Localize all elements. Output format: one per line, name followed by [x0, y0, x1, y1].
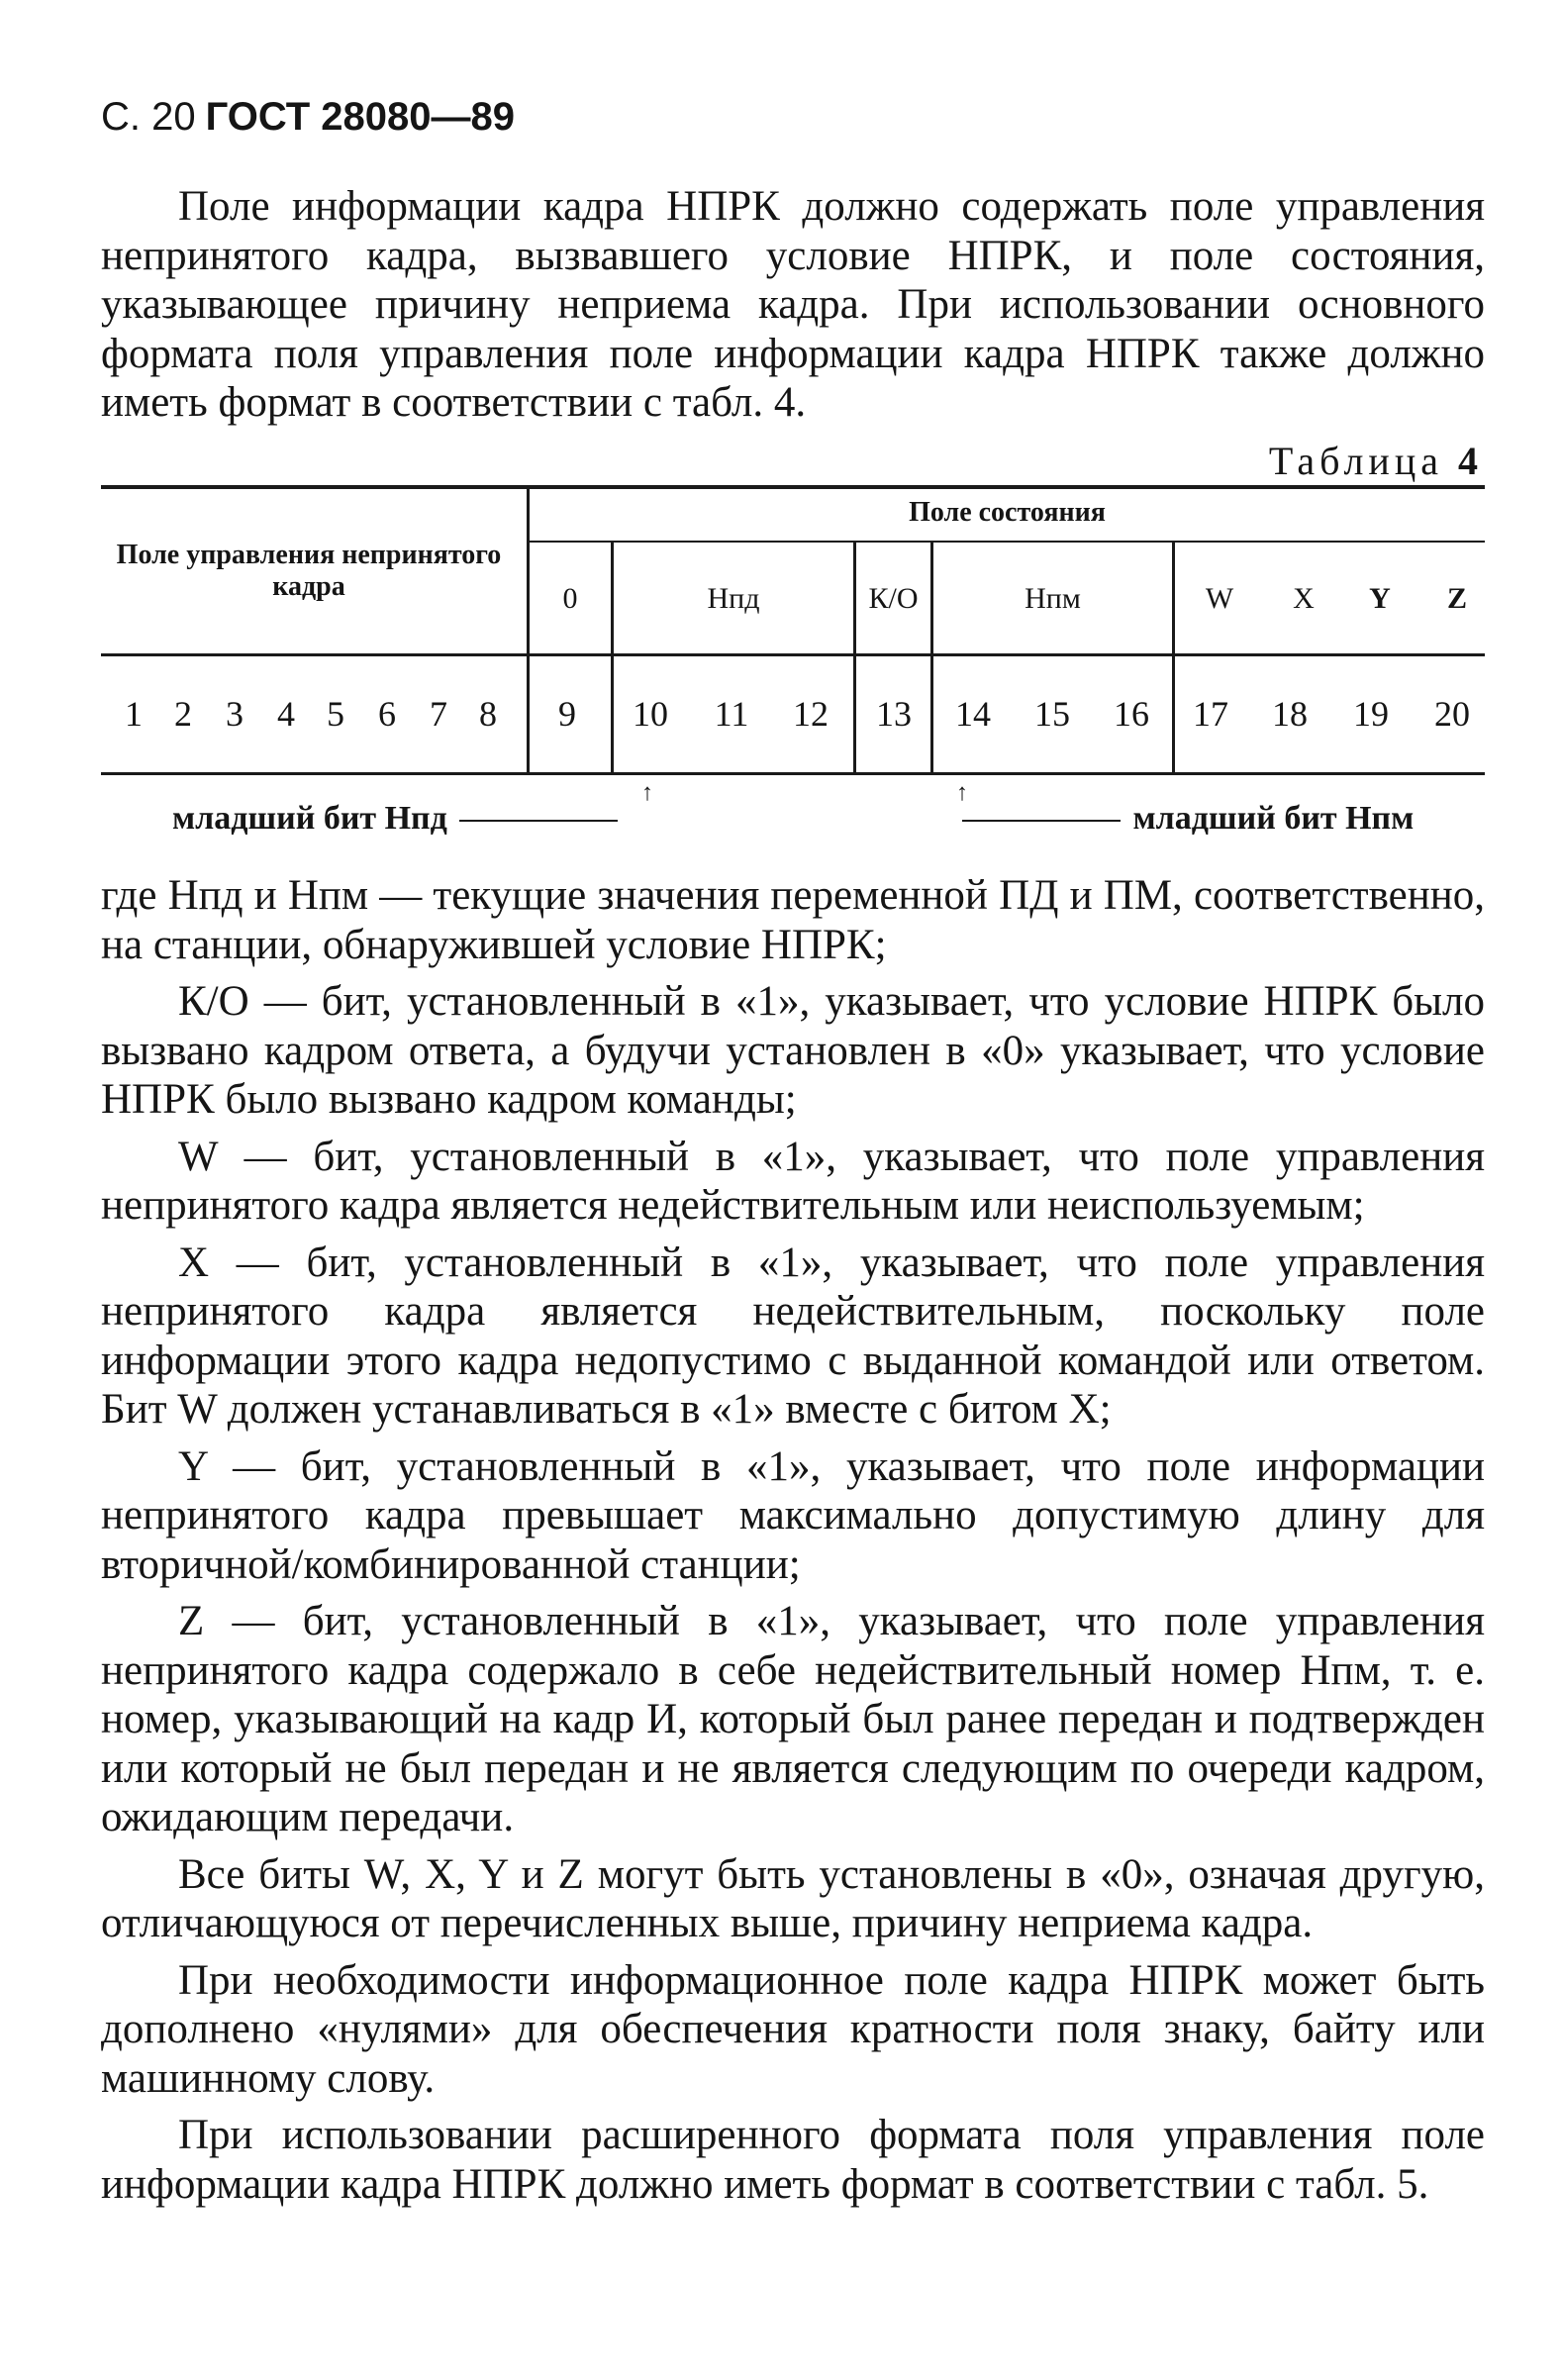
lsb-npm-text: младший бит Нпм: [1132, 800, 1415, 837]
lsb-npd-text: младший бит Нпд: [172, 800, 447, 837]
page-header: [101, 93, 515, 140]
page-number: С. 20: [101, 95, 196, 139]
header-bottom-rule: [101, 653, 1485, 656]
table-bottom-rule: [101, 772, 1485, 775]
subheader-ko: К/О: [868, 582, 919, 615]
bit-number: 9: [558, 694, 576, 734]
paragraph-zero-padding: При необходимости информационное поле кадра НПРК может быть дополнено «нулями» для обеспечения кратности поля знаку, байту или машинному слову.: [101, 1956, 1485, 2102]
paragraph-w: W — бит, установленный в «1», указывает, что поле управления непринятого кадра является недействительным или неиспользуемым;: [101, 1133, 1485, 1229]
bit-number: 2: [174, 694, 192, 734]
table-caption: [1269, 438, 1483, 484]
table-top-rule: [101, 485, 1485, 489]
bit-number: 4: [277, 694, 295, 734]
bit-number: 18: [1272, 694, 1308, 734]
subheader-x: X: [1293, 582, 1315, 615]
bit-number: 5: [327, 694, 344, 734]
bit-number: 11: [714, 694, 749, 734]
table-caption-word: Таблица: [1268, 439, 1443, 483]
document-code: ГОСТ 28080—89: [205, 95, 516, 139]
bit-number: 8: [479, 694, 497, 734]
control-field-header: Поле управления непринятого кадра: [116, 540, 502, 602]
bit-number: 3: [226, 694, 244, 734]
lsb-npd-leader: [459, 820, 618, 822]
subheader-npd: Нпд: [707, 582, 760, 615]
bit-number: 13: [876, 694, 912, 734]
bit-number: 15: [1034, 694, 1070, 734]
bit-number: 16: [1114, 694, 1149, 734]
lsb-npm-arrow: ↑: [956, 780, 968, 806]
divider-after-npd: [853, 543, 856, 775]
divider-after-ko: [930, 543, 933, 775]
subheader-w: W: [1205, 582, 1234, 615]
bit-number: 7: [430, 694, 447, 734]
lsb-npd-arrow: ↑: [641, 780, 653, 806]
lsb-npm-leader: [962, 820, 1121, 822]
body-text: [101, 871, 1485, 2217]
subheader-zero: 0: [562, 582, 578, 615]
bit-number: 14: [955, 694, 991, 734]
subheader-z: Z: [1446, 582, 1467, 615]
paragraph-extended-format: При использовании расширенного формата поля управления поле информации кадра НПРК должно иметь формат в соответствии с табл. 5.: [101, 2112, 1485, 2208]
intro-paragraph: Поле информации кадра НПРК должно содержать поле управления непринятого кадра, вызвавшего условие НПРК, и поле состояния, указывающее причину неприема кадра. При использовании основного формата поля управления поле информации кадра НПРК также должно иметь формат в соответствии с табл. 4.: [101, 183, 1485, 426]
table-caption-number: 4: [1458, 439, 1483, 483]
subheader-y: Y: [1369, 582, 1391, 615]
bit-format-table: [101, 485, 1485, 782]
paragraph-x: X — бит, установленный в «1», указывает, что поле управления непринятого кадра является недействительным, поскольку поле информации этого кадра недопустимо с выданной командой или ответом. Бит W должен устанавливаться в «1» вместе с битом X;: [101, 1239, 1485, 1433]
paragraph-all-bits-zero: Все биты W, X, Y и Z могут быть установлены в «0», означая другую, отличающуюся от перечисленных выше, причину неприема кадра.: [101, 1850, 1485, 1946]
paragraph-z: Z — бит, установленный в «1», указывает, что поле управления непринятого кадра содержало в себе недействительный номер Нпм, т. е. номер, указывающий на кадр И, который был ранее передан и подтвержден или который не был передан и не является следующим по очереди кадром, ожидающим передачи.: [101, 1598, 1485, 1840]
bit-number: 6: [378, 694, 396, 734]
state-header-rule: [527, 541, 1485, 543]
bit-number: 10: [633, 694, 668, 734]
bit-number: 19: [1353, 694, 1389, 734]
lsb-npm-label: [962, 800, 1414, 838]
bit-number: 20: [1434, 694, 1470, 734]
intro-text: [101, 182, 1485, 436]
state-field-header: Поле состояния: [909, 497, 1106, 528]
bit-number: 1: [125, 694, 143, 734]
bit-number: 17: [1193, 694, 1228, 734]
lsb-npd-label: [172, 800, 618, 838]
divider-after-npm: [1172, 543, 1175, 775]
paragraph-ko: К/О — бит, установленный в «1», указывает, что условие НПРК было вызвано кадром ответа, а будучи установлен в «0» указывает, что условие НПРК было вызвано кадром команды;: [101, 978, 1485, 1123]
subheader-npm: Нпм: [1025, 582, 1081, 615]
paragraph-definitions: где Нпд и Нпм — текущие значения переменной ПД и ПМ, соответственно, на станции, обнаружившей условие НПРК;: [101, 872, 1485, 968]
divider-after-0: [611, 543, 614, 775]
bit-number: 12: [793, 694, 829, 734]
paragraph-y: Y — бит, установленный в «1», указывает, что поле информации непринятого кадра превышает максимально допустимую длину для вторичной/комбинированной станции;: [101, 1442, 1485, 1588]
